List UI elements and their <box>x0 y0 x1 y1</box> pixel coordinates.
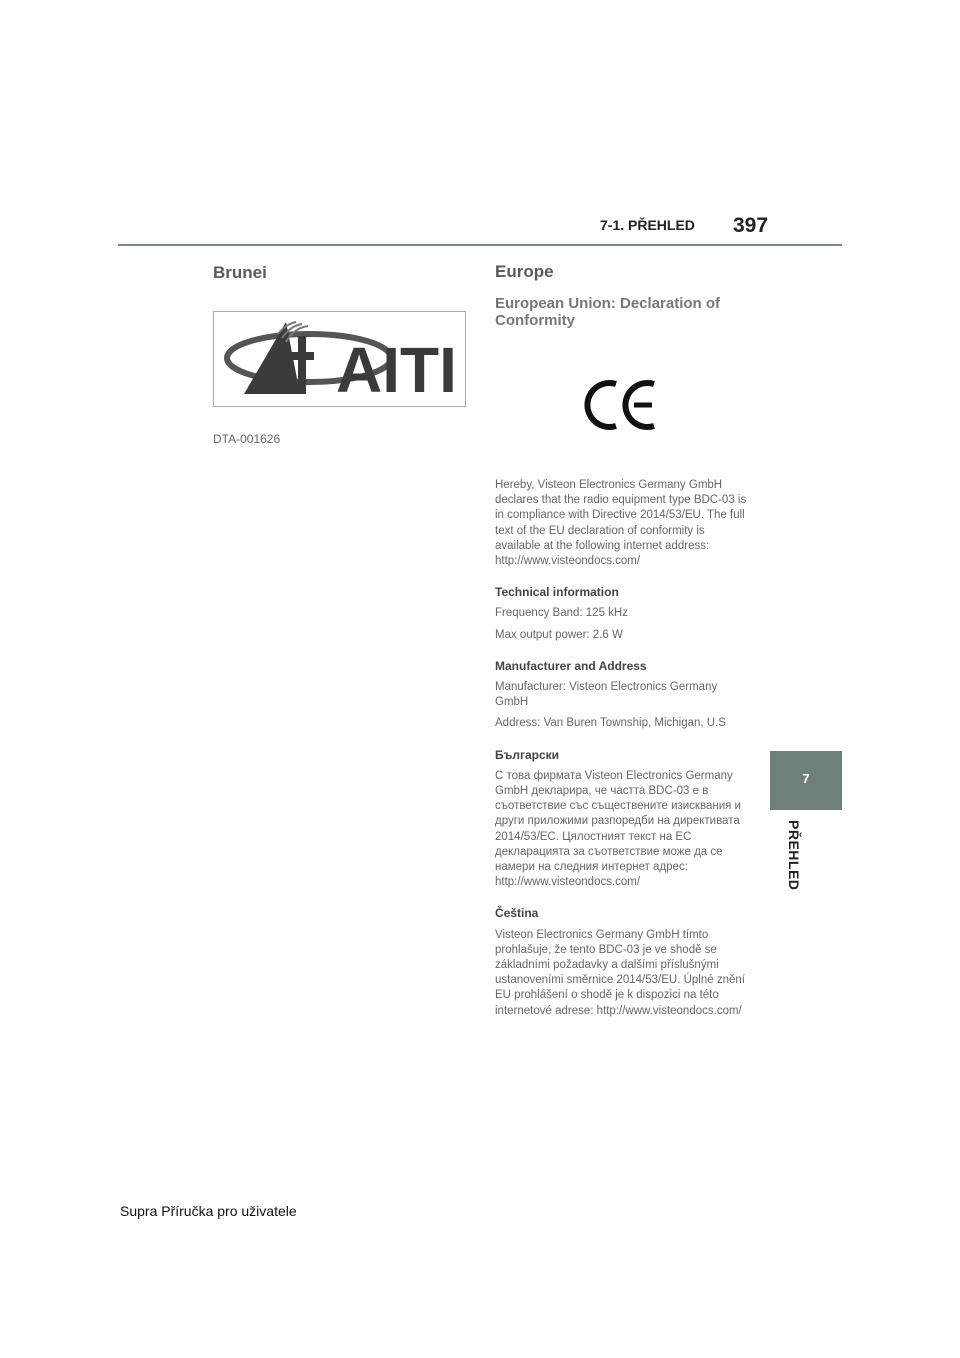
bulgarian-heading: Български <box>495 747 560 762</box>
brunei-approval-code: DTA-001626 <box>213 432 281 446</box>
brunei-heading: Brunei <box>213 263 267 282</box>
chapter-title: 7-1. PŘEHLED <box>600 217 695 233</box>
czech-text: Visteon Electronics Germany GmbH tímto prohlašuje, že tento BDC-03 je ve shodě se základními požadavky a dalšími příslušnými ustanoveními směrnice 2014/53/EU. Úplné znění EU prohlášení o shodě je k dispozici na této internetové adrese: http://www.visteondocs.com/ <box>495 928 745 1017</box>
bulgarian-text: С това фирмата Visteon Electronics Germany GmbH декларира, че частта BDC-03 е в съответствие със съществените изисквания и други приложими разпоредби на директивата 2014/53/EC. Цялостният текст на ЕС декларацията за съответствие може да се намери на следния интернет адрес: http://www.visteondocs.com/ <box>495 769 741 889</box>
page-number: 397 <box>733 214 769 237</box>
manufacturer-name: Manufacturer: Visteon Electronics Germany GmbH <box>495 681 718 709</box>
manufacturer-heading: Manufacturer and Address <box>495 658 647 673</box>
europe-heading: Europe <box>495 262 554 281</box>
footer-text: Supra Příručka pro uživatele <box>120 1203 297 1219</box>
frequency-band: Frequency Band: 125 kHz <box>495 607 628 620</box>
aiti-logo-text: AITI <box>336 334 457 406</box>
aiti-logo <box>213 311 466 407</box>
manufacturer-address: Address: Van Buren Township, Michigan, U.S <box>495 717 726 730</box>
max-output-power: Max output power: 2.6 W <box>495 628 623 641</box>
header-divider <box>118 244 842 246</box>
chapter-tab-number: 7 <box>802 771 810 786</box>
czech-heading: Čeština <box>495 906 539 921</box>
technical-info-heading: Technical information <box>495 585 619 600</box>
eu-declaration-text <box>495 478 747 1025</box>
eu-declaration-heading: European Union: Declaration of Conformity <box>495 295 721 329</box>
ce-mark-icon <box>582 376 662 434</box>
declaration-paragraph: Hereby, Visteon Electronics Germany GmbH declares that the radio equipment type BDC-03 is in compliance with Directive 2014/53/EU. The full text of the EU declaration of conformity is available at the following internet address: http://www.visteondocs.com/ <box>495 479 747 568</box>
chapter-vertical-label: PŘEHLED <box>786 820 802 891</box>
chapter-tab[interactable] <box>770 751 842 810</box>
